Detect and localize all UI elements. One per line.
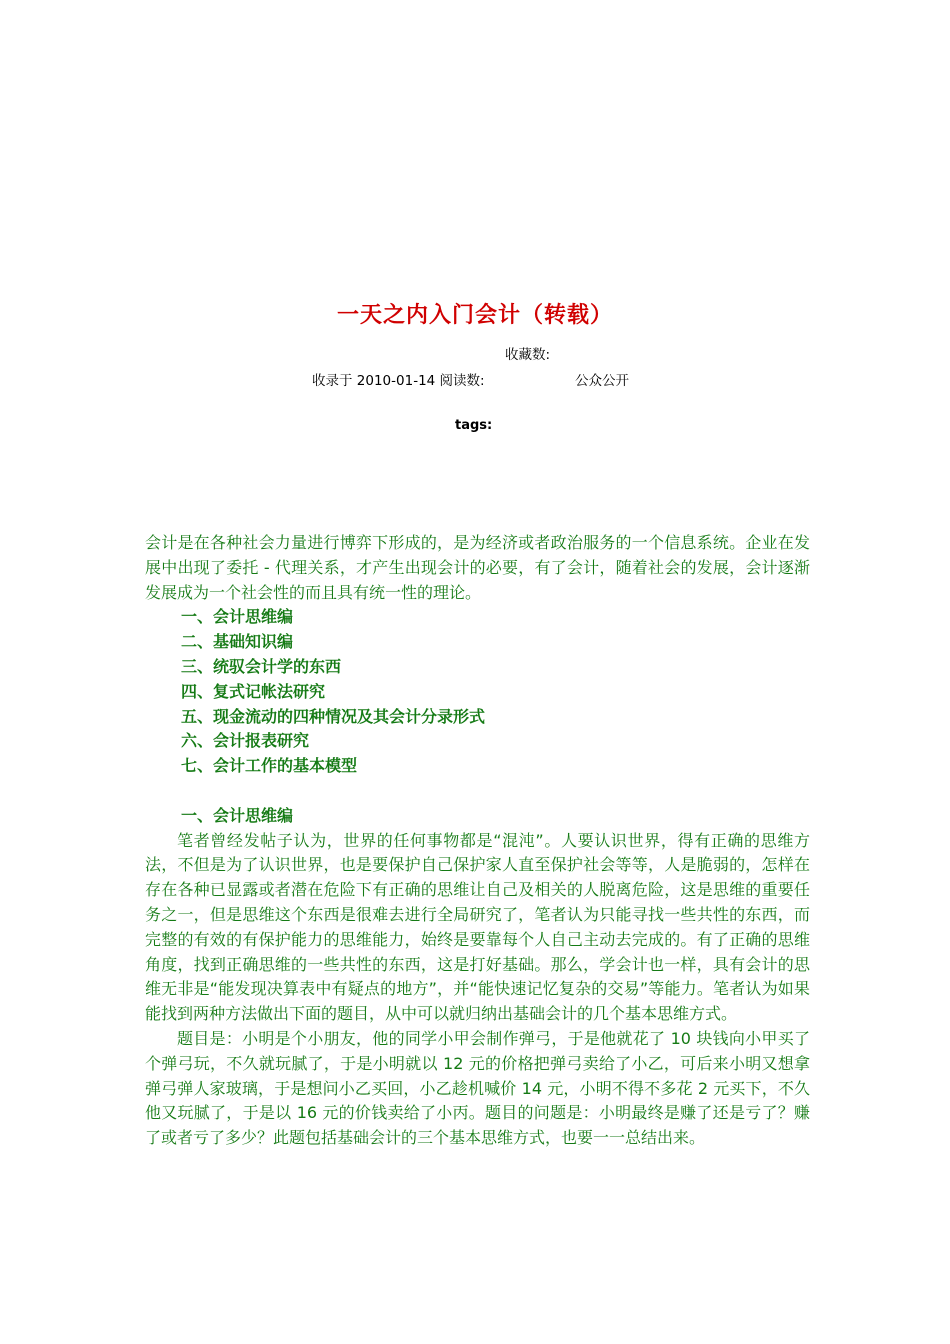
toc-item: 一、会计思维编 <box>181 607 294 627</box>
favorites-count-label: 收藏数: <box>505 347 551 363</box>
body-paragraph: 笔者曾经发帖子认为，世界的任何事物都是“混沌”。人要认识世界，得有正确的思维方法，不但是为了认识世界，也是要保护自己保护家人直至保护社会等等，人是脆弱的，怎样在存在各种已显露或者潜在危险下有正确的思维让自己及相关的人脱离危险，这是思维的重要任务之一，但是思维这个东西是很难去进行全局研究了，笔者认为只能寻找一些共性的东西，而完整的有效的有保护能力的思维能力，始终是要靠每个人自己主动去完成的。有了正确的思维角度，找到正确思维的一些共性的东西，这是打好基础。那么，学会计也一样，具有会计的思维无非是“能发现决算表中有疑点的地方”，并“能快速记忆复杂的交易”等能力。笔者认为如果能找到两种方法做出下面的题目，从中可以就归纳出基础会计的几个基本思维方式。 <box>145 830 810 1024</box>
toc-item: 六、会计报表研究 <box>181 731 310 751</box>
toc-item: 五、现金流动的四种情况及其会计分录形式 <box>181 706 486 726</box>
body-paragraph: 题目是：小明是个小朋友，他的同学小甲会制作弹弓，于是他就花了 10 块钱向小甲买了个弹弓玩，不久就玩腻了，于是小明就以 12 元的价格把弹弓卖给了小乙，可后来小明又想拿弹弓弹人家玻璃，于是想问小乙买回，小乙趁机喊价 14 元，小明不得不多花 2 元买下，不久他又玩腻了，于是以 16 元的价钱卖给了小丙。题目的问题是：小明最终是赚了还是亏了？赚了或者亏了多少？此题包括基础会计的三个基本思维方式，也要一一总结出来。 <box>145 1028 810 1148</box>
toc-item: 四、复式记帐法研究 <box>181 681 326 701</box>
article-body <box>145 531 810 1151</box>
page-title: 一天之内入门会计（转载） <box>336 303 613 328</box>
recorded-date-read-count: 收录于 2010-01-14 阅读数: <box>312 373 485 389</box>
toc-item: 三、统驭会计学的东西 <box>181 656 342 676</box>
toc-item: 二、基础知识编 <box>181 632 294 652</box>
intro-paragraph: 会计是在各种社会力量进行博弈下形成的，是为经济或者政治服务的一个信息系统。企业在发展中出现了委托 - 代理关系，才产生出现会计的必要，有了会计，随着社会的发展，会计逐渐发展成为一个社会性的而且具有统一性的理论。 <box>145 533 810 602</box>
table-of-contents <box>145 605 810 779</box>
visibility-label: 公众公开 <box>575 373 629 389</box>
toc-item: 七、会计工作的基本模型 <box>181 756 358 776</box>
tags-label: tags: <box>455 418 493 433</box>
section-heading: 一、会计思维编 <box>181 805 294 825</box>
